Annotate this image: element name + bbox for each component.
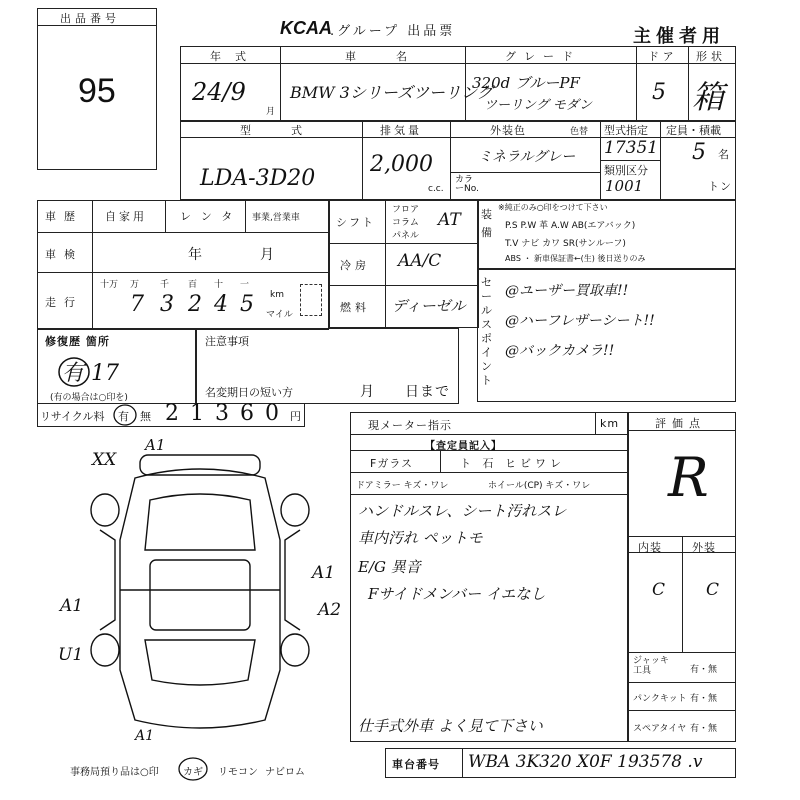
score-label: 評価点 xyxy=(655,417,706,430)
recycle-circle xyxy=(110,402,140,428)
ac-value: AA/C xyxy=(398,251,442,271)
repair-label: 修復歴 箇所 xyxy=(45,335,110,348)
recycle-unit: 円 xyxy=(290,410,302,423)
damage-mark: A1 xyxy=(312,563,336,583)
year-month-unit: 月 xyxy=(266,107,276,117)
jack-label: ジャッキ工具 xyxy=(633,656,669,676)
form-title: .グループ 出品票 xyxy=(330,24,456,39)
sales-point: @ハーフレザーシート!! xyxy=(505,313,655,329)
model-value: LDA-3D20 xyxy=(200,166,316,191)
cc-unit: c.c. xyxy=(428,184,444,194)
shape-value: 箱 xyxy=(692,78,725,116)
reg-private[interactable]: 自家用 xyxy=(105,210,147,223)
name-change-month: 月 xyxy=(360,384,375,400)
class-value: 1001 xyxy=(605,177,644,195)
reg-rental[interactable]: レンタ xyxy=(180,210,243,223)
shift-option[interactable]: パネル xyxy=(392,231,420,241)
lot-label: 出品番号 xyxy=(60,12,120,25)
km-unit: km xyxy=(270,290,284,300)
inspector-note: Fサイドメンバー イエなし xyxy=(368,585,546,603)
repair-note: (有の場合は○印を) xyxy=(50,393,128,403)
chassis-label: 車台番号 xyxy=(392,758,440,771)
damage-mark: U1 xyxy=(58,645,84,665)
inspector-label: 【査定員記入】 xyxy=(425,441,502,452)
mile-unit: マイル xyxy=(266,310,293,320)
damage-mark: A1 xyxy=(135,728,155,744)
year-value: 24/9 xyxy=(192,78,246,106)
recycle-label: リサイクル料 xyxy=(40,410,105,423)
ac-label: 冷房 xyxy=(340,259,370,272)
mileage-digit: 3 xyxy=(160,292,174,317)
displacement-label: 排気量 xyxy=(380,124,422,137)
mileage-digit: 2 xyxy=(188,292,202,317)
car-name-value: BMW 3シリーズツーリング xyxy=(290,83,493,102)
mileage-unit: 万 xyxy=(130,280,140,290)
mileage-digit: 5 xyxy=(240,292,254,317)
glass-label: Fガラス xyxy=(370,457,413,470)
recycle-digit: 0 xyxy=(265,401,279,426)
recycle-digit: 2 xyxy=(165,401,179,426)
capacity-value: 5 xyxy=(692,140,706,165)
damage-mark: XX xyxy=(92,450,117,470)
exterior-value: C xyxy=(706,580,720,600)
damage-mark: A2 xyxy=(318,600,342,620)
mileage-unit: 一 xyxy=(240,280,250,290)
lot-number: 95 xyxy=(78,72,116,110)
grade-value-line2: ツーリング モダン xyxy=(484,98,593,113)
spare-tire-label: スペアタイヤ xyxy=(633,724,687,734)
interior-label: 内装 xyxy=(638,541,662,554)
exterior-label: 外装 xyxy=(692,541,716,554)
remote-label[interactable]: リモコン xyxy=(218,767,258,778)
recycle-yes[interactable]: 有 xyxy=(118,410,130,423)
inspection-month: 月 xyxy=(260,247,275,263)
doors-label: ドア xyxy=(648,50,678,63)
chassis-value: WBA 3K320 X0F 193578 .v xyxy=(468,752,703,772)
reg-business[interactable]: 事業,営業車 xyxy=(252,213,300,223)
name-change-day: 日まで xyxy=(405,384,450,400)
recycle-digit: 3 xyxy=(215,401,229,426)
caution-label: 注意事項 xyxy=(205,335,249,348)
sales-point: @バックカメラ!! xyxy=(505,343,615,359)
mile-checkbox[interactable] xyxy=(300,284,322,316)
color-no-caption: カラーNo. xyxy=(455,175,479,194)
glass-options[interactable]: ト 石 ヒビワレ xyxy=(460,457,565,470)
equipment-note: ※純正のみ○印をつけて下さい xyxy=(498,203,608,212)
equipment-line3[interactable]: ABS ・ 新車保証書←(生) 後日送りのみ xyxy=(505,254,646,263)
inspector-note: E/G 異音 xyxy=(358,558,421,576)
score-value: R xyxy=(668,446,709,509)
mileage-unit: 十万 xyxy=(100,280,119,290)
load-unit: トン xyxy=(708,180,732,193)
shift-value: AT xyxy=(438,210,461,230)
key-circle xyxy=(176,756,210,782)
puncture-kit-label: パンクキット xyxy=(633,694,687,704)
recycle-no[interactable]: 無 xyxy=(140,410,152,423)
mileage-digit: 7 xyxy=(130,292,144,317)
brand-logo: KCAA xyxy=(280,18,332,38)
inspector-note: 仕手式外車 よく見て下さい xyxy=(358,717,543,735)
equipment-line1[interactable]: P.S P.W 革 A.W AB(エアバック) xyxy=(505,221,636,231)
color-change-label: 色替 xyxy=(570,127,589,137)
model-spec-label: 型式指定 xyxy=(604,124,648,137)
inspector-note: 車内汚れ ペットモ xyxy=(358,529,483,547)
model-label: 型式 xyxy=(240,124,342,137)
equipment-label: 装備 xyxy=(481,208,493,239)
shift-option[interactable]: コラム xyxy=(392,218,419,228)
meter-unit: km xyxy=(600,417,620,430)
mileage-unit: 千 xyxy=(160,280,170,290)
displacement-value: 2,000 xyxy=(370,152,433,177)
repair-circle xyxy=(56,354,92,390)
grade-label: グレード xyxy=(505,50,581,63)
equipment-line2[interactable]: T.V ナビ カワ SR(サンルーフ) xyxy=(505,239,626,249)
car-name-label: 車名 xyxy=(345,50,447,63)
exterior-color-label: 外装色 xyxy=(490,124,526,137)
puncture-kit-value[interactable]: 有・無 xyxy=(690,694,718,704)
car-diagram xyxy=(80,440,340,740)
key-label[interactable]: カギ xyxy=(183,767,203,778)
spare-tire-value[interactable]: 有・無 xyxy=(690,724,718,734)
doors-value: 5 xyxy=(652,80,666,105)
grade-value-line1: 320d ブルーPF xyxy=(472,74,580,92)
interior-value: C xyxy=(652,580,666,600)
damage-mark: A1 xyxy=(60,596,84,616)
door-mirror-label[interactable]: ドアミラー キズ・ワレ xyxy=(356,481,449,491)
fuel-label: 燃料 xyxy=(340,301,370,314)
meter-label: 現メーター指示 xyxy=(368,419,452,432)
damage-mark: A1 xyxy=(145,436,166,454)
sales-point: @ユーザー買取車!! xyxy=(505,283,629,299)
mileage-label: 走行 xyxy=(45,296,83,309)
mileage-digit: 4 xyxy=(214,292,228,317)
color-value: ミネラルグレー xyxy=(478,149,576,165)
fuel-value: ディーゼル xyxy=(392,297,466,315)
year-label: 年式 xyxy=(210,50,260,63)
shift-label: シフト xyxy=(336,216,375,229)
capacity-label: 定員・積載 xyxy=(666,124,721,137)
navi-label[interactable]: ナビロム xyxy=(265,767,305,778)
inspection-label: 車検 xyxy=(45,248,83,261)
inspector-note: ハンドルスレ、シート汚れスレ xyxy=(358,502,567,520)
shift-option[interactable]: フロア xyxy=(392,205,420,215)
shape-label: 形状 xyxy=(696,50,726,63)
organizer-label: 主催者用 xyxy=(633,26,725,47)
wheel-label[interactable]: ホイール(CP) キズ・ワレ xyxy=(488,481,591,491)
inspection-year: 年 xyxy=(188,247,203,263)
registration-label: 車歴 xyxy=(45,210,83,223)
mileage-unit: 百 xyxy=(188,280,198,290)
capacity-unit: 名 xyxy=(718,148,730,161)
short-name-change-label: 名変期日の短い方 xyxy=(205,386,293,399)
repair-value: 有 17 xyxy=(62,361,119,386)
office-note: 事務局預り品は○印 xyxy=(70,767,159,778)
jack-value[interactable]: 有・無 xyxy=(690,665,718,675)
mileage-unit: 十 xyxy=(214,280,224,290)
recycle-digit: 1 xyxy=(190,401,204,426)
recycle-digit: 6 xyxy=(240,401,254,426)
sales-points-label: セールスポイント xyxy=(481,276,492,387)
model-spec-value: 17351 xyxy=(604,138,659,158)
class-label: 類別区分 xyxy=(604,164,648,177)
